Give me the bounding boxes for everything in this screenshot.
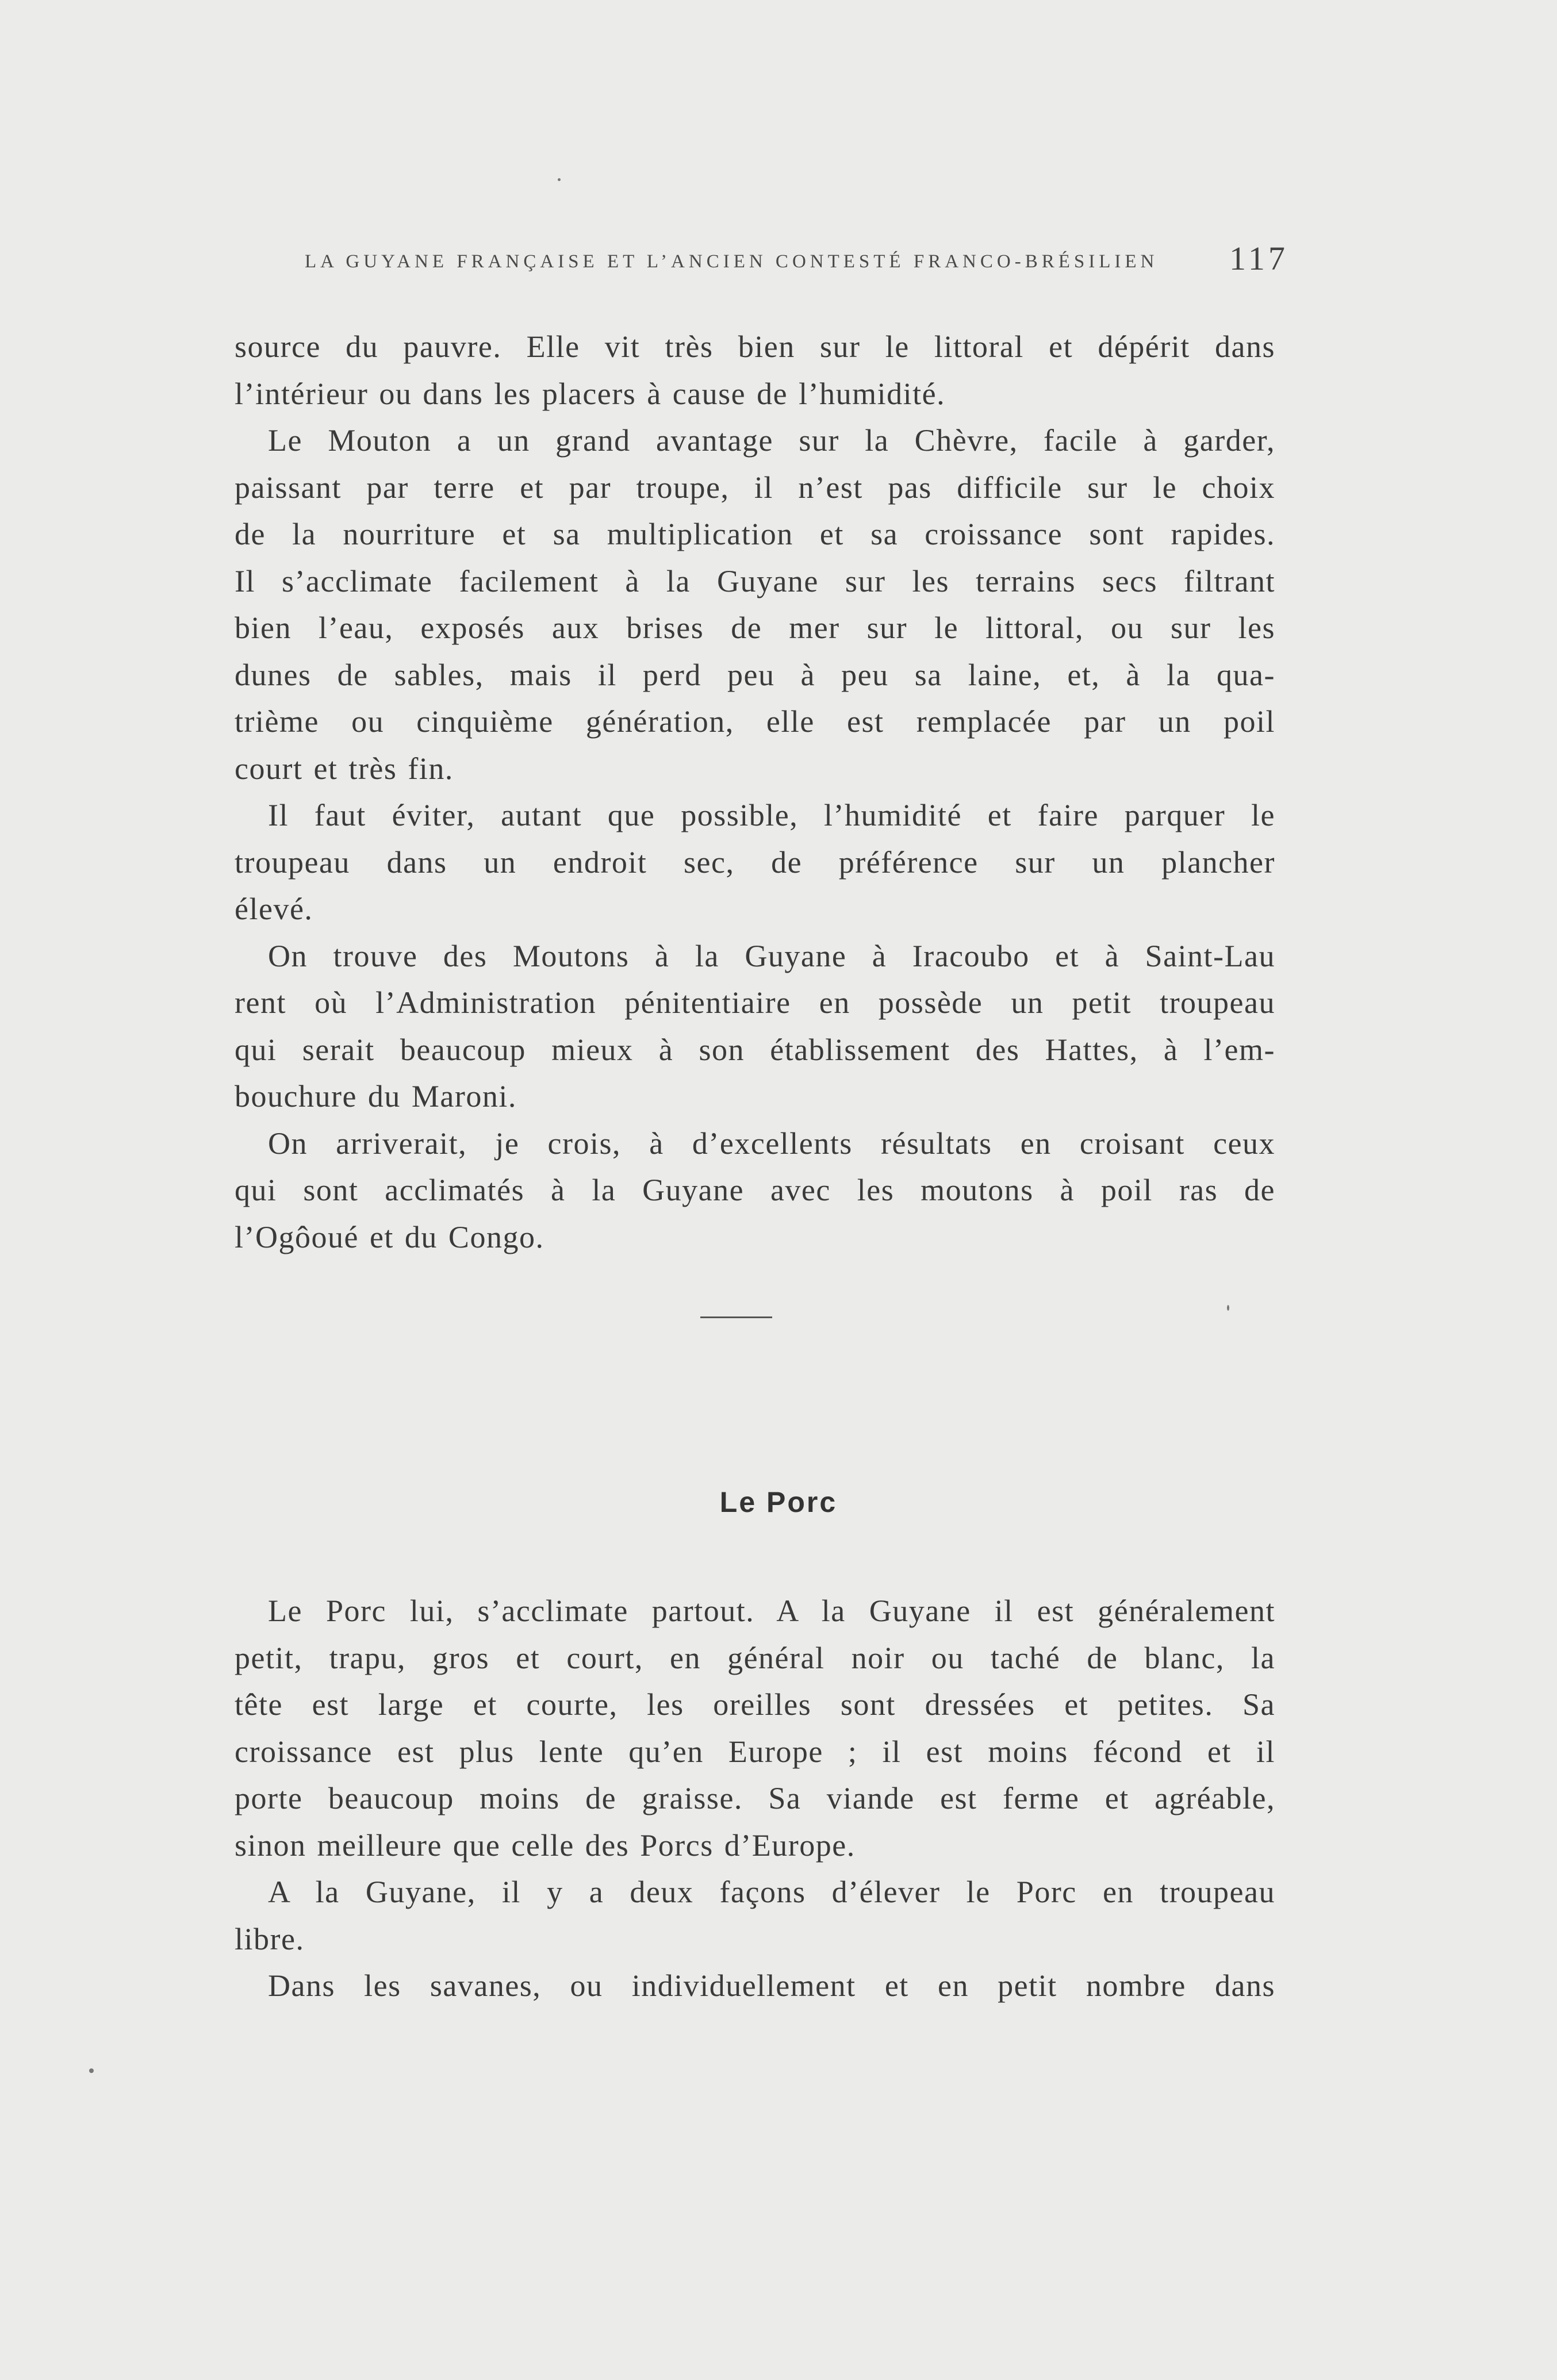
text-line: qui sont acclimatés à la Guyane avec les moutons à poil ras de (235, 1173, 1275, 1207)
section-divider (700, 1316, 772, 1318)
text-line: l’Ogôoué et du Congo. (235, 1219, 544, 1254)
paper-speck (89, 2068, 94, 2073)
text-line: Le Porc lui, s’acclimate partout. A la Guyane il est généralement (268, 1594, 1275, 1628)
page-number: 117 (1229, 240, 1288, 277)
text-line: On trouve des Moutons à la Guyane à Iracoubo et à Saint-Lau (268, 938, 1275, 973)
text-line: Dans les savanes, ou individuellement et en petit nombre dans (268, 1968, 1275, 2003)
text-line: bien l’eau, exposés aux brises de mer sur le littoral, ou sur les (235, 611, 1275, 645)
text-line: source du pauvre. Elle vit très bien sur le littoral et dépérit dans (235, 329, 1275, 364)
paper-speck (558, 178, 561, 181)
text-line: petit, trapu, gros et court, en général noir ou taché de blanc, la (235, 1640, 1275, 1675)
text-line: croissance est plus lente qu’en Europe ; il est moins fécond et il (235, 1734, 1275, 1769)
text-line: tête est large et courte, les oreilles sont dressées et petites. Sa (235, 1687, 1275, 1722)
text-line: libre. (235, 1921, 305, 1956)
text-line: de la nourriture et sa multiplication et sa croissance sont rapides. (235, 517, 1275, 551)
text-line: qui serait beaucoup mieux à son établissement des Hattes, à l’em- (235, 1032, 1275, 1067)
text-line: troupeau dans un endroit sec, de préférence sur un plancher (235, 844, 1275, 880)
text-line: Le Mouton a un grand avantage sur la Chèvre, facile à garder, (268, 423, 1275, 458)
section-title: Le Porc (719, 1486, 838, 1518)
text-line: On arriverait, je crois, à d’excellents résultats en croisant ceux (268, 1126, 1275, 1161)
running-head (305, 246, 1282, 273)
text-line: paissant par terre et par troupe, il n’est pas difficile sur le choix (235, 470, 1275, 505)
text-line: Il faut éviter, autant que possible, l’humidité et faire parquer le (268, 798, 1275, 832)
section-mouton-text (235, 324, 1275, 1261)
text-line: sinon meilleure que celle des Porcs d’Europe. (235, 1828, 856, 1863)
text-line: trième ou cinquième génération, elle est remplacée par un poil (235, 704, 1275, 739)
text-line: Il s’acclimate facilement à la Guyane sur les terrains secs filtrant (235, 563, 1275, 598)
section-porc-text (235, 1588, 1275, 2010)
text-line: rent où l’Administration pénitentiaire en possède un petit troupeau (235, 985, 1275, 1020)
paper-speck (1227, 1305, 1229, 1311)
text-line: A la Guyane, il y a deux façons d’élever le Porc en troupeau (268, 1875, 1275, 1909)
text-line: élevé. (235, 892, 313, 926)
text-line: porte beaucoup moins de graisse. Sa viande est ferme et agréable, (235, 1781, 1275, 1815)
text-line: l’intérieur ou dans les placers à cause de l’humidité. (235, 376, 946, 411)
text-line: bouchure du Maroni. (235, 1079, 517, 1114)
running-title: LA GUYANE FRANÇAISE ET L’ANCIEN CONTESTÉ FRANCO-BRÉSILIEN (305, 251, 1159, 272)
text-line: dunes de sables, mais il perd peu à peu sa laine, et, à la qua- (235, 657, 1275, 692)
text-line: court et très fin. (235, 751, 454, 786)
